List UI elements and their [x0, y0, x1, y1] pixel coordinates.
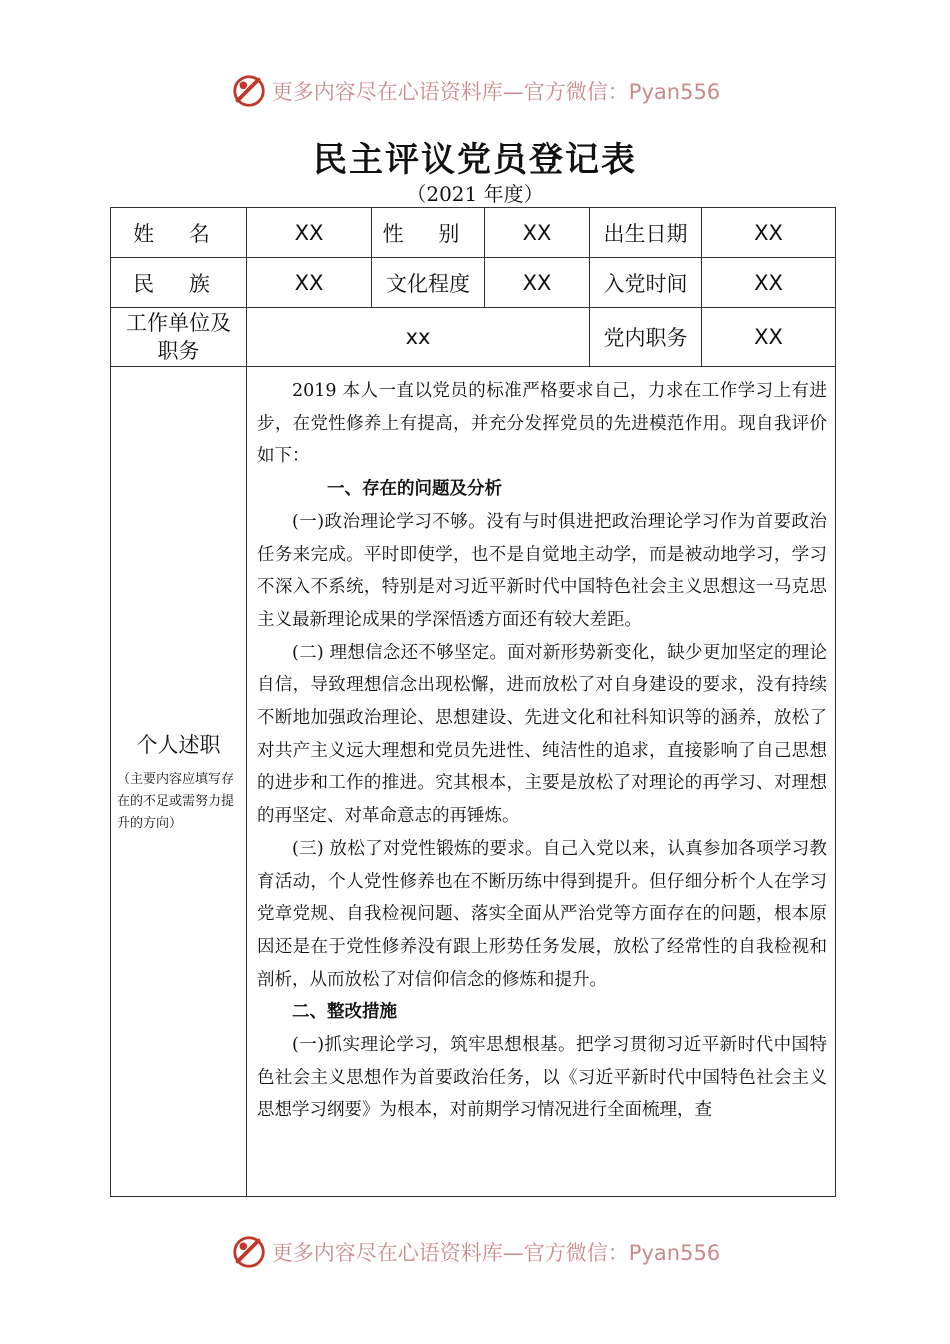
- paragraph-2: (二) 理想信念还不够坚定。面对新形势新变化，缺少更加坚定的理论自信，导致理想信念出现松懈，进而放松了对自身建设的要求，没有持续不断地加强政治理论、思想建设、先进文化和社科知识等的涵养，放松了对共产主义远大理想和党员先进性、纯洁性的追求，直接影响了自己思想的进步和工作的推进。究其根本，主要是放松了对理论的再学习、对理想的再坚定、对革命意志的再锤炼。: [257, 642, 827, 827]
- narrative-content: [247, 367, 836, 1197]
- row-narrative: [111, 367, 836, 1197]
- gender-value: XX: [485, 208, 590, 258]
- narrative-label: 个人述职: [136, 732, 221, 757]
- watermark-bottom: [0, 1233, 950, 1271]
- birth-value: XX: [702, 208, 836, 258]
- year-subtitle: （2021 年度）: [406, 182, 544, 206]
- row-ethnic: [111, 258, 836, 308]
- gender-label: 性 别: [372, 208, 485, 258]
- brand-logo-icon: [230, 1233, 268, 1271]
- section-heading-problems: 一、存在的问题及分析: [327, 479, 502, 500]
- education-label: 文化程度: [372, 258, 485, 308]
- row-unit: [111, 308, 836, 367]
- party-post-label: 党内职务: [590, 308, 702, 367]
- party-post-value: XX: [702, 308, 836, 367]
- watermark-text: 更多内容尽在心语资料库—官方微信：Pyan556: [271, 1241, 721, 1265]
- registration-table: [110, 207, 836, 1197]
- ethnic-value: XX: [247, 258, 372, 308]
- education-value: XX: [485, 258, 590, 308]
- brand-logo-icon: [230, 72, 268, 110]
- name-label: 姓 名: [111, 208, 247, 258]
- paragraph-3: (三) 放松了对党性锻炼的要求。自己入党以来，认真参加各项学习教育活动，个人党性修养也在不断历练中得到提升。但仔细分析个人在学习党章党规、自我检视问题、落实全面从严治党等方面存在的问题，根本原因还是在于党性修养没有跟上形势任务发展，放松了经常性的自我检视和剖析，从而放松了对信仰信念的修炼和提升。: [257, 838, 827, 990]
- narrative-note: （主要内容应填写存在的不足或需努力提升的方向）: [117, 771, 235, 831]
- paragraph-1: (一)政治理论学习不够。没有与时俱进把政治理论学习作为首要政治任务来完成。平时即使学，也不是自觉地主动学，而是被动地学习，学习不深入不系统，特别是对习近平新时代中国特色社会主义思想这一马克思主义最新理论成果的学深悟透方面还有较大差距。: [257, 511, 827, 630]
- narrative-label-cell: [111, 367, 247, 1197]
- join-date-value: XX: [702, 258, 836, 308]
- page-title: 民主评议党员登记表: [313, 140, 637, 180]
- section-heading-measures: 二、整改措施: [292, 1002, 397, 1023]
- ethnic-label: 民 族: [111, 258, 247, 308]
- row-name: [111, 208, 836, 258]
- intro-paragraph: 2019 本人一直以党员的标准严格要求自己，力求在工作学习上有进步，在党性修养上有提高，并充分发挥党员的先进模范作用。现自我评价如下：: [257, 381, 827, 467]
- watermark-text: 更多内容尽在心语资料库—官方微信：Pyan556: [271, 80, 721, 104]
- unit-label: 工作单位及职务: [111, 308, 247, 367]
- unit-value: xx: [247, 308, 590, 367]
- name-value: XX: [247, 208, 372, 258]
- birth-label: 出生日期: [590, 208, 702, 258]
- paragraph-4: (一)抓实理论学习，筑牢思想根基。把学习贯彻习近平新时代中国特色社会主义思想作为首要政治任务，以《习近平新时代中国特色社会主义思想学习纲要》为根本，对前期学习情况进行全面梳理，查: [257, 1035, 827, 1121]
- join-date-label: 入党时间: [590, 258, 702, 308]
- watermark-top: [0, 72, 950, 110]
